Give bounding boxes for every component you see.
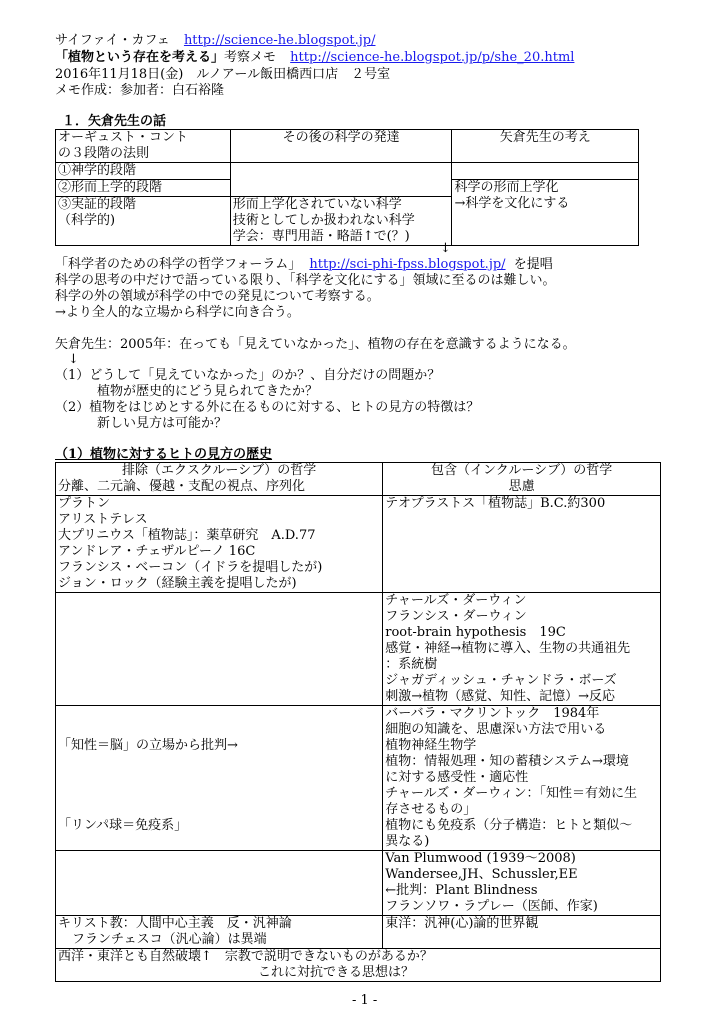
criticism-note: 「知性＝脳」の立場から批判→ [58,738,238,753]
comte-table [55,129,639,246]
list-item: に対する感受性・適応性 [385,770,529,785]
list-item: フランソワ・ラプレー（医師、作家) [385,899,598,914]
row4-right-cell [383,851,661,916]
list-item: チャールズ・ダーウィン：「知性＝有効に生 [385,786,637,801]
development-cell [230,197,452,246]
comte-header-cell [56,130,231,163]
event-date: 2016年11月18日(金) ルノアール飯田橋西口店 ２号室 [55,67,391,82]
comte-header-l1: オーギュスト・コント [58,130,189,145]
stage3-l1: ③実証的段階 [58,197,137,212]
footer-l1: 西洋・東洋とも自然破壊↑ 宗教で説明できないものがあるか？ [58,949,433,964]
list-item: プラトン [58,496,111,511]
para-2: 科学の外の領域が科学の中での発見について考察する。 [55,289,380,304]
down-arrow-2: ↓ [68,352,79,367]
row5-right-cell: 東洋：汎神(心)論的世界観 [383,916,661,949]
list-item: 大プリニウス「植物誌」：薬草研究 A.D.77 [58,528,316,543]
row2-right-cell [383,593,661,706]
history-table [55,462,661,982]
list-item: 植物にも免疫系（分子構造：ヒトと類似～ [385,818,633,833]
forum-suffix: を提唱 [513,257,553,272]
forum-url-link[interactable]: http://sci-phi-fpss.blogspot.jp/ [309,257,506,272]
dev-l1: 形而上学化されていない科学 [232,197,402,212]
exclusive-header-l2: 分離、二元論、優越・支配の視点、序列化 [58,479,306,494]
row1-left-cell [56,496,383,593]
para-1: 科学の思考の中だけで語っている限り、「科学を文化にする」領域に至るのは難しい。 [55,273,556,288]
list-item: フランシス・ダーウィン [385,609,527,624]
list-item: アンドレア・チェザルピーノ 16C [58,544,256,559]
list-item: テオプラストス「植物誌」B.C.約300 [385,496,606,511]
question-1b: 植物が歴史的にどう見られてきたか？ [97,384,319,399]
list-item: ジョン・ロック（経験主義を提唱したが) [58,576,297,591]
forum-line [55,257,553,273]
stage1-cell: ①神学的段階 [56,163,231,180]
list-item: 植物神経生物学 [385,738,477,753]
list-item: ジャガディッシュ・チャンドラ・ボーズ [385,673,617,688]
list-item: アリストテレス [58,512,148,527]
dev-l3: 学会：専門用語・略語↑で(？) [232,229,410,244]
comte-header-l2: の３段階の法則 [58,146,150,161]
view-l2: →科学を文化にする [454,196,570,211]
row4-left-cell [56,851,383,916]
list-item: 刺激→植物（感覚、知性、記憶）→反応 [385,689,616,704]
inclusive-header-l2: 思慮 [508,479,535,494]
list-item: 細胞の知識を、思慮深い方法で用いる [385,722,607,737]
stage3-l2: （科学的) [58,213,116,228]
inclusive-header-l1: 包含（インクルーシブ）の哲学 [431,463,613,478]
list-item: 存させるもの」 [385,802,477,817]
row1-right-cell [383,496,661,593]
row3-left-cell [56,706,383,851]
cafe-name: サイファイ・カフェ [55,33,170,48]
list-item: 植物：情報処理・知の蓄積システム→環境 [385,754,629,769]
memo-url-link[interactable]: http://science-he.blogspot.jp/p/she_20.html [290,50,575,65]
page-number: - 1 - [352,993,378,1008]
forum-name: 「科学者のための科学の哲学フォーラム」 [55,257,302,272]
yakura-view-header-cell: 矢倉先生の考え [452,130,639,163]
list-item: Van Plumwood (1939～2008) [385,851,576,866]
memo-author: メモ作成：参加者：白石裕隆 [55,83,225,98]
inclusive-header-cell [383,463,661,496]
list-item: root-brain hypothesis 19C [385,625,566,640]
lymphocyte-note: 「リンパ球＝免疫系」 [58,818,188,833]
header-line-2 [55,50,574,66]
dev-l2: 技術としてしか扱われない科学 [232,213,415,228]
question-2: （2）植物をはじめとする外に在るものに対する、ヒトの見方の特徴は？ [55,400,480,415]
list-item: バーバラ・マクリントック 1984年 [385,706,600,721]
memo-title: 「植物という存在を考える」 [55,50,225,65]
view-empty-cell [452,163,639,180]
list-item: Wandersee,JH、Schussler,EE [385,867,578,882]
row3-right-cell [383,706,661,851]
para-3: →より全人的な立場から科学に向き合う。 [55,305,300,320]
development-header-cell: その後の科学の発達 [230,130,452,163]
question-2b: 新しい見方は可能か？ [97,416,228,431]
down-arrow: ↓ [440,241,451,256]
list-item: フランシス・ベーコン（イドラを提唱したが) [58,560,323,575]
footer-l2: これに対抗できる思想は？ [258,965,415,980]
view-l1: 科学の形而上学化 [454,180,559,195]
list-item: チャールズ・ダーウィン [385,593,527,608]
yakura-view-cell [452,180,639,246]
dev-empty-cell [230,163,452,197]
stage2-cell: ②形而上学的段階 [56,180,231,197]
section2-title: （1）植物に対するヒトの見方の歴史 [55,447,273,462]
list-item: 感覚・神経→植物に導入、生物の共通祖先 [385,641,631,656]
row5-left-cell [56,916,383,949]
exclusive-header-cell [56,463,383,496]
francesco-note: フランチェスコ（汎心論）は異端 [72,932,267,947]
header-line-1 [55,33,376,49]
list-item: ：系統樹 [385,657,438,672]
para-4: 矢倉先生：2005年：在っても「見えていなかった」、植物の存在を意識するようになる。 [55,337,576,352]
cafe-url-link[interactable]: http://science-he.blogspot.jp/ [183,33,376,48]
question-1: （1）どうして「見えていなかった」のか？、自分だけの問題か？ [55,368,441,383]
section1-title: １．矢倉先生の話 [62,114,167,129]
list-item: 異なる) [385,834,430,849]
exclusive-header-l1: 排除（エクスクルーシブ）の哲学 [121,463,317,478]
footer-cell [56,949,661,982]
list-item: ←批判：Plant Blindness [385,883,538,898]
memo-title-suffix: 考察メモ [224,50,277,65]
stage3-cell [56,197,231,246]
row2-left-cell [56,593,383,706]
christianity-note: キリスト教：人間中心主義 反・汎神論 [58,916,292,931]
